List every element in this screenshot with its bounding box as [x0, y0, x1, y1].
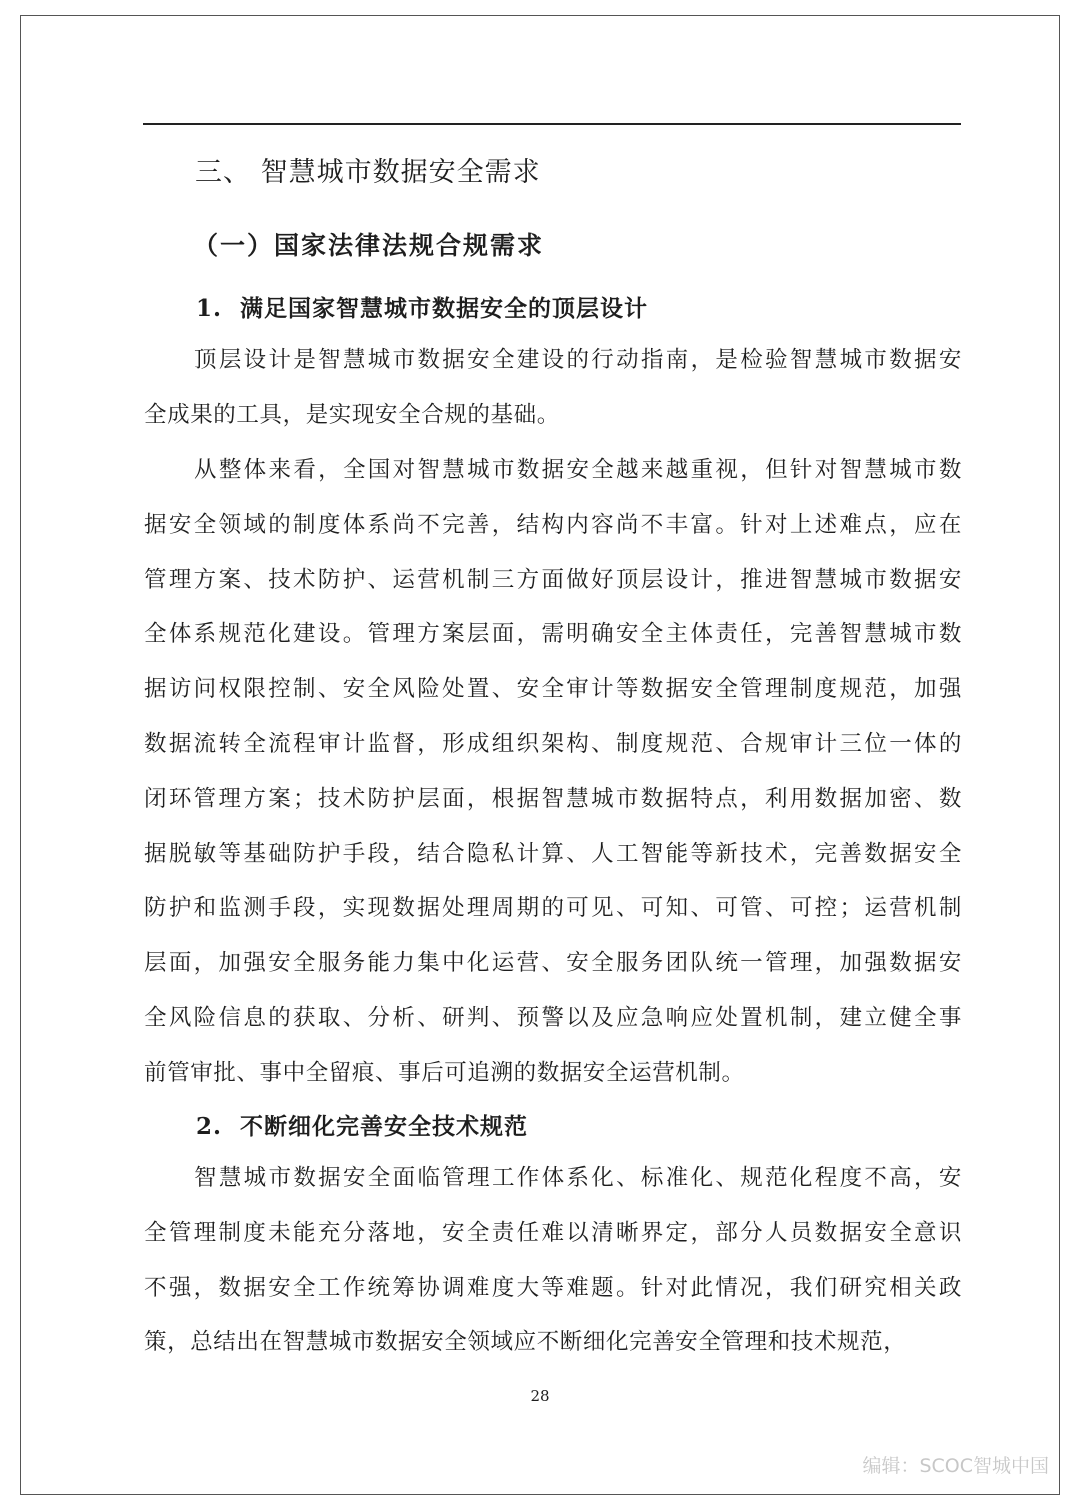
paragraph-line: 从整体来看，全国对智慧城市数据安全越来越重视，但针对智慧城市数	[194, 457, 962, 483]
paragraph-line: 闭环管理方案；技术防护层面，根据智慧城市数据特点，利用数据加密、数	[144, 785, 962, 812]
section-heading: 三、 智慧城市数据安全需求	[195, 157, 541, 188]
item-number: 2.	[196, 1113, 223, 1140]
header-rule	[143, 123, 961, 125]
paragraph-line: 前管审批、事中全留痕、事后可追溯的数据安全运营机制。	[144, 1059, 745, 1086]
item-number: 1.	[196, 295, 223, 322]
paragraph-line: 管理方案、技术防护、运营机制三方面做好顶层设计，推进智慧城市数据安	[144, 566, 962, 593]
paragraph-line: 策，总结出在智慧城市数据安全领域应不断细化完善安全管理和技术规范，	[144, 1329, 907, 1356]
paragraph-line: 数据流转全流程审计监督，形成组织架构、制度规范、合规审计三位一体的	[144, 730, 962, 757]
paragraph-line: 据脱敏等基础防护手段，结合隐私计算、人工智能等新技术，完善数据安全	[144, 840, 962, 867]
paragraph-line: 全风险信息的获取、分析、研判、预警以及应急响应处置机制，建立健全事	[144, 1004, 962, 1031]
item-title: 不断细化完善安全技术规范	[240, 1113, 528, 1140]
page-number: 28	[530, 1387, 550, 1405]
item-title: 满足国家智慧城市数据安全的顶层设计	[240, 295, 648, 322]
subsection-heading: （一）国家法律法规合规需求	[193, 231, 545, 260]
paragraph-line: 据访问权限控制、安全风险处置、安全审计等数据安全管理制度规范，加强	[144, 676, 962, 703]
item-heading-1	[196, 290, 648, 323]
paragraph-line: 防护和监测手段，实现数据处理周期的可见、可知、可管、可控；运营机制	[144, 895, 962, 922]
paragraph-line: 据安全领域的制度体系尚不完善，结构内容尚不丰富。针对上述难点，应在	[144, 511, 962, 538]
paragraph-1	[144, 333, 962, 443]
paragraph-3	[144, 1151, 962, 1370]
paragraph-line: 全成果的工具，是实现安全合规的基础。	[144, 401, 560, 428]
paragraph-line: 层面，加强安全服务能力集中化运营、安全服务团队统一管理，加强数据安	[144, 950, 962, 977]
paragraph-line: 智慧城市数据安全面临管理工作体系化、标准化、规范化程度不高，安	[194, 1165, 962, 1191]
paragraph-2	[144, 443, 962, 1101]
item-heading-2	[196, 1108, 528, 1141]
paragraph-line: 全体系规范化建设。管理方案层面，需明确安全主体责任，完善智慧城市数	[144, 621, 962, 648]
paragraph-line: 不强，数据安全工作统筹协调难度大等难题。针对此情况，我们研究相关政	[144, 1274, 962, 1301]
paragraph-line: 全管理制度未能充分落地，安全责任难以清晰界定，部分人员数据安全意识	[144, 1219, 962, 1246]
paragraph-line: 顶层设计是智慧城市数据安全建设的行动指南，是检验智慧城市数据安	[194, 347, 962, 373]
watermark: 编辑：SCOC智城中国	[862, 1455, 1049, 1477]
